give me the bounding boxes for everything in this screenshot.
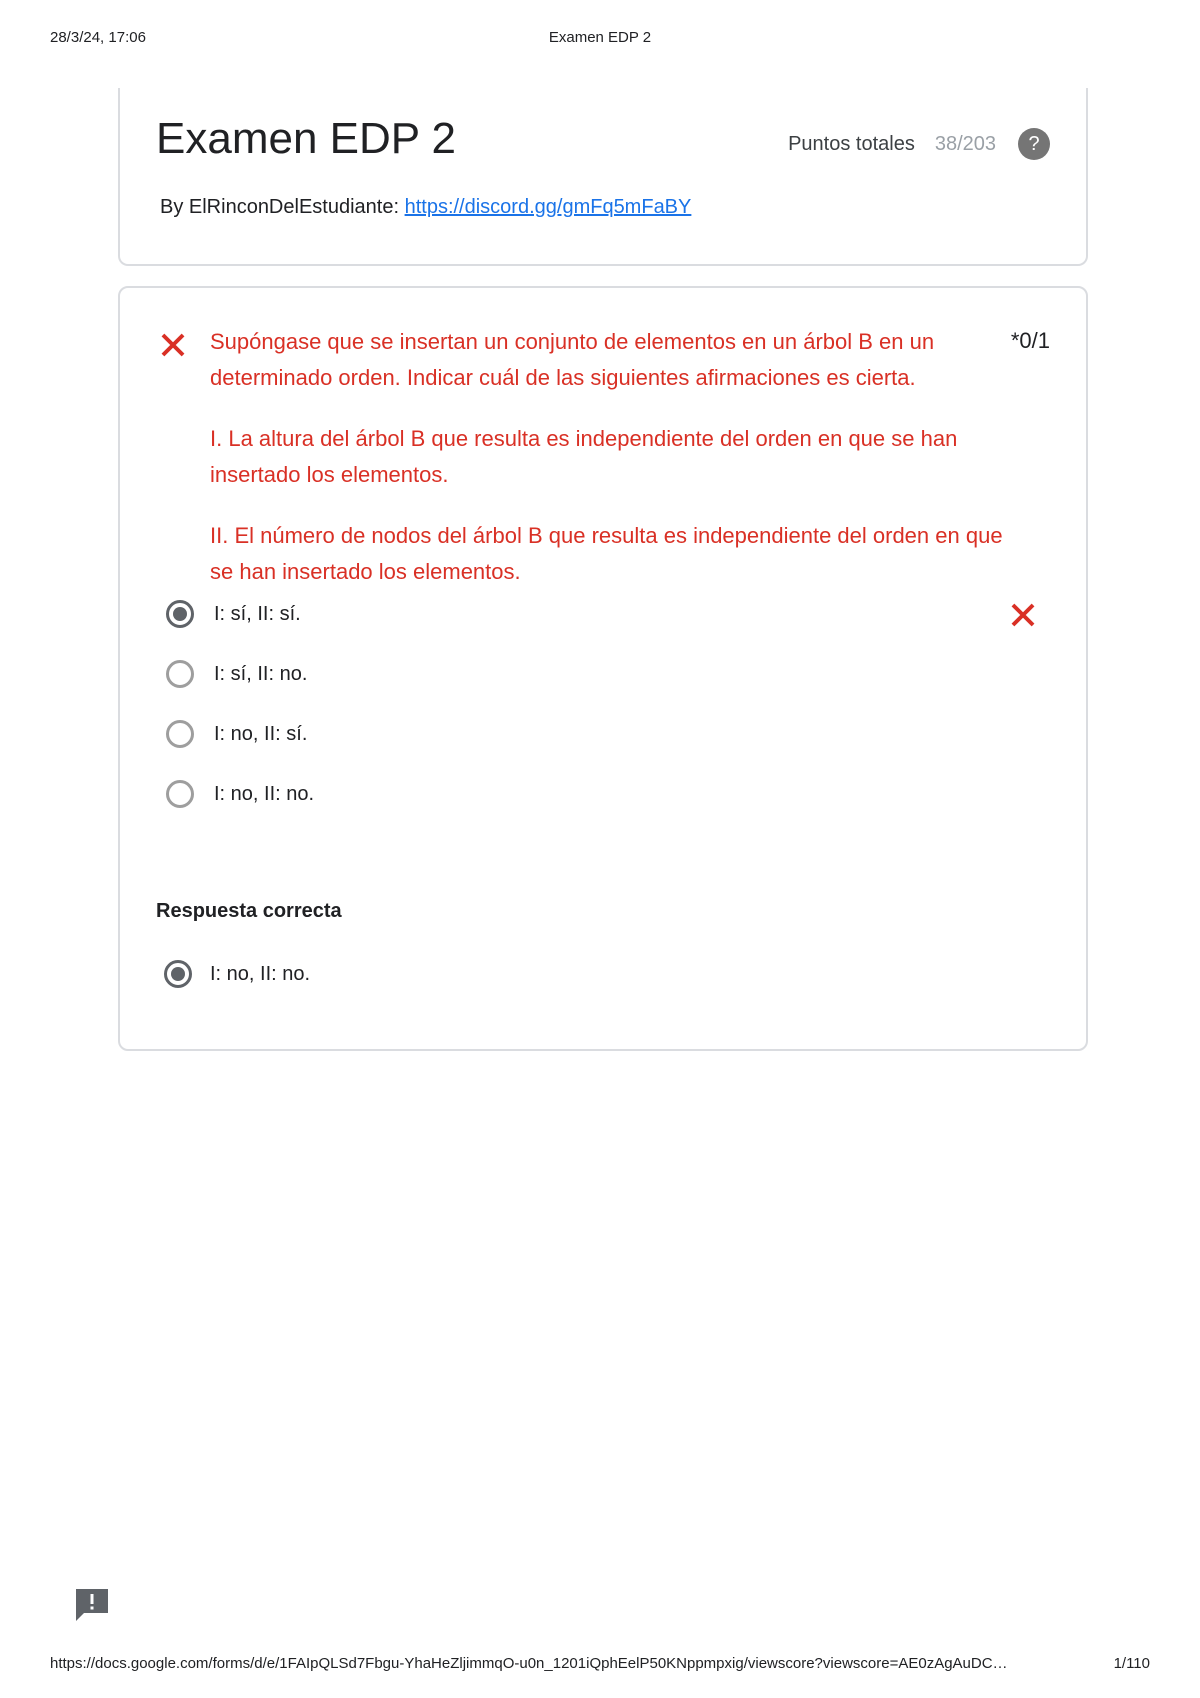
print-datetime: 28/3/24, 17:06 <box>50 29 146 46</box>
option-1[interactable] <box>166 594 1046 634</box>
discord-link[interactable]: https://discord.gg/gmFq5mFaBY <box>404 196 692 218</box>
option-label: I: sí, II: sí. <box>214 602 301 625</box>
close-icon <box>1010 602 1036 628</box>
option-3[interactable] <box>166 714 1046 754</box>
option-2[interactable] <box>166 654 1046 694</box>
feedback-icon[interactable] <box>74 1587 110 1623</box>
points-label: Puntos totales <box>788 132 915 155</box>
radio-button[interactable] <box>166 720 194 748</box>
question-card <box>118 286 1088 1051</box>
points-value: 38/203 <box>934 132 996 155</box>
option-4[interactable] <box>166 774 1046 814</box>
form-description <box>160 196 691 219</box>
total-points <box>788 128 1050 160</box>
correct-answer-label: I: no, II: no. <box>210 962 311 985</box>
correct-answer-heading: Respuesta correcta <box>156 900 342 922</box>
byline-prefix: By ElRinconDelEstudiante: <box>160 196 400 218</box>
form-header-card <box>118 88 1088 266</box>
correct-answer <box>164 954 1044 994</box>
footer-url: https://docs.google.com/forms/d/e/1FAIpQLSd7Fbgu-YhaHeZljimmqO-u0n_1201iQphEelP50KNppmpxig/viewscore?viewscore=AE0zAgAuDC… <box>50 1655 1008 1672</box>
close-icon <box>160 332 186 358</box>
option-label: I: sí, II: no. <box>214 662 308 685</box>
question-points: *0/1 <box>1010 328 1050 353</box>
option-label: I: no, II: no. <box>214 782 315 805</box>
question-statement-2: II. El número de nodos del árbol B que resulta es independiente del orden en que se han insertado los elementos. <box>210 523 1003 584</box>
question-title: Supóngase que se insertan un conjunto de elementos en un árbol B en un determinado orden. Indicar cuál de las siguientes afirmaciones es cierta. <box>210 329 935 390</box>
radio-button[interactable] <box>166 660 194 688</box>
question-statement-1: I. La altura del árbol B que resulta es independiente del orden en que se han insertado los elementos. <box>210 426 958 487</box>
form-title: Examen EDP 2 <box>156 114 457 163</box>
help-icon[interactable]: ? <box>1018 128 1050 160</box>
page-number: 1/110 <box>1113 1655 1150 1672</box>
radio-button-selected[interactable] <box>166 600 194 628</box>
radio-button-selected <box>164 960 192 988</box>
option-label: I: no, II: sí. <box>214 722 308 745</box>
print-title: Examen EDP 2 <box>548 29 652 46</box>
radio-button[interactable] <box>166 780 194 808</box>
